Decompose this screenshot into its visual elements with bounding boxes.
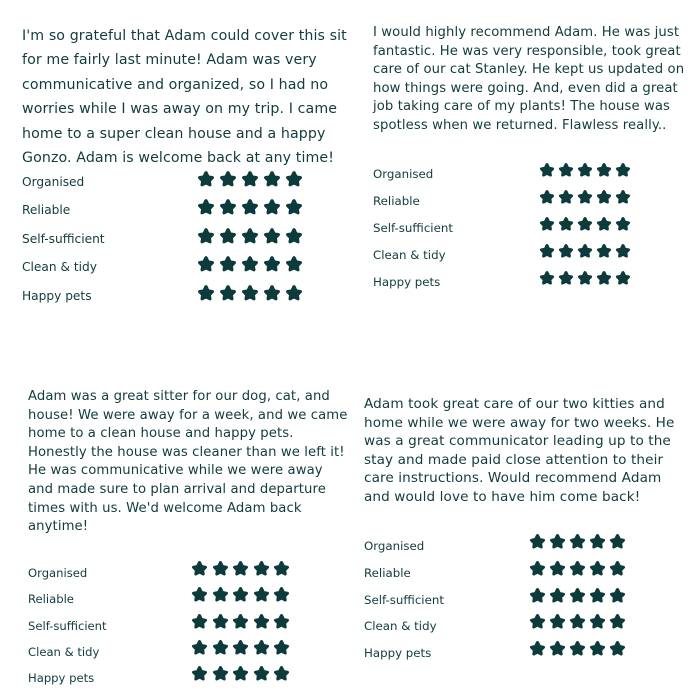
paw-star-icon [219,198,237,216]
paw-star-icon [577,270,593,286]
rating-list [364,538,694,672]
rating-row-self-sufficient [28,618,348,644]
star-rating [529,533,626,550]
rating-label: Clean & tidy [22,260,97,275]
paw-star-icon [589,587,606,604]
paw-star-icon [232,613,249,630]
star-rating [191,665,290,682]
paw-star-icon [615,243,631,259]
star-rating [197,255,303,273]
star-rating [539,216,631,232]
paw-star-icon [539,243,555,259]
paw-star-icon [219,170,237,188]
paw-star-icon [615,162,631,178]
paw-star-icon [549,640,566,657]
rating-label: Organised [364,539,425,553]
paw-star-icon [615,216,631,232]
review-card [28,388,348,686]
rating-label: Self-sufficient [364,592,444,607]
paw-star-icon [539,216,555,232]
rating-label: Self-sufficient [22,231,105,246]
paw-star-icon [577,243,593,259]
rating-label: Clean & tidy [373,248,446,262]
paw-star-icon [596,189,612,205]
review-text: Adam took great care of our two kitties and home while we were away for two weeks. He was a great communicator leading up to the stay and made paid close attention to their care instructions. Would recommend Adam and would love to have him come back! [364,396,675,505]
paw-star-icon [197,198,215,216]
paw-star-icon [285,284,303,302]
rating-label: Self-sufficient [373,221,453,235]
paw-star-icon [549,560,566,577]
rating-label: Reliable [28,592,74,607]
rating-list [22,174,352,316]
rating-row-organised [28,565,348,591]
paw-star-icon [285,198,303,216]
star-rating [539,243,631,259]
paw-star-icon [609,587,626,604]
paw-star-icon [253,665,270,682]
star-rating [191,560,290,577]
review-card [364,395,694,661]
paw-star-icon [569,640,586,657]
paw-star-icon [219,255,237,273]
rating-label: Happy pets [364,646,432,661]
rating-label: Clean & tidy [28,644,100,659]
paw-star-icon [191,639,208,656]
paw-star-icon [253,613,270,630]
paw-star-icon [263,255,281,273]
paw-star-icon [241,227,259,245]
paw-star-icon [615,270,631,286]
paw-star-icon [241,255,259,273]
paw-star-icon [596,243,612,259]
paw-star-icon [577,162,593,178]
star-rating [191,639,290,656]
rating-label: Self-sufficient [28,618,107,633]
paw-star-icon [191,665,208,682]
paw-star-icon [212,586,229,603]
review-text: Adam was a great sitter for our dog, cat, and house! We were away for a week, and we came home to a clean house and happy pets. Honestly the house was cleaner than we left it! He was communicative while we were away and made sure to plan arrival and departure times with us. We'd welcome Adam back anytime! [28,389,348,535]
rating-row-clean-tidy [28,644,348,670]
paw-star-icon [609,533,626,550]
paw-star-icon [197,170,215,188]
review-card [22,24,352,303]
rating-label: Happy pets [28,671,95,686]
rating-label: Organised [22,175,85,189]
paw-star-icon [241,198,259,216]
rating-label: Reliable [373,194,420,208]
paw-star-icon [549,587,566,604]
rating-row-reliable [373,193,695,220]
paw-star-icon [273,560,290,577]
paw-star-icon [232,639,249,656]
paw-star-icon [529,640,546,657]
paw-star-icon [219,284,237,302]
paw-star-icon [529,613,546,630]
rating-label: Organised [28,566,88,580]
star-rating [529,640,626,657]
review-card [373,24,695,289]
paw-star-icon [232,560,249,577]
paw-star-icon [263,227,281,245]
paw-star-icon [273,665,290,682]
star-rating [197,198,303,216]
paw-star-icon [253,560,270,577]
paw-star-icon [549,533,566,550]
paw-star-icon [549,613,566,630]
paw-star-icon [596,162,612,178]
paw-star-icon [569,587,586,604]
paw-star-icon [197,227,215,245]
paw-star-icon [609,613,626,630]
paw-star-icon [558,243,574,259]
paw-star-icon [273,639,290,656]
star-rating [529,613,626,630]
paw-star-icon [569,613,586,630]
rating-row-happy-pets [22,288,352,316]
paw-star-icon [273,586,290,603]
paw-star-icon [191,560,208,577]
paw-star-icon [197,284,215,302]
star-rating [191,586,290,603]
paw-star-icon [241,284,259,302]
star-rating [539,189,631,205]
rating-label: Clean & tidy [364,619,437,634]
rating-list [28,565,348,696]
paw-star-icon [589,560,606,577]
paw-star-icon [589,640,606,657]
star-rating [529,587,626,604]
paw-star-icon [241,170,259,188]
rating-row-self-sufficient [373,220,695,247]
paw-star-icon [569,533,586,550]
paw-star-icon [212,639,229,656]
paw-star-icon [253,586,270,603]
paw-star-icon [529,560,546,577]
review-text: I'm so grateful that Adam could cover this sit for me fairly last minute! Adam was very communicative and organized, so I had no worries while I was away on my trip. I came home to a super clean house and a happy Gonzo. Adam is welcome back at any time! [22,28,347,167]
paw-star-icon [615,189,631,205]
paw-star-icon [529,587,546,604]
paw-star-icon [263,198,281,216]
review-text: I would highly recommend Adam. He was just fantastic. He was very responsible, took great care of our cat Stanley. He kept us updated on how things were going. And, even did a great job taking care of my plants! The house was spotless when we returned. Flawless really.. [373,25,685,133]
paw-star-icon [529,533,546,550]
rating-row-reliable [28,591,348,617]
paw-star-icon [273,613,290,630]
paw-star-icon [197,255,215,273]
star-rating [191,613,290,630]
rating-row-clean-tidy [373,247,695,274]
paw-star-icon [285,227,303,245]
paw-star-icon [596,270,612,286]
paw-star-icon [609,560,626,577]
rating-list [373,166,695,301]
paw-star-icon [539,270,555,286]
paw-star-icon [539,162,555,178]
paw-star-icon [569,560,586,577]
paw-star-icon [577,216,593,232]
paw-star-icon [577,189,593,205]
paw-star-icon [558,216,574,232]
paw-star-icon [596,216,612,232]
paw-star-icon [253,639,270,656]
rating-row-organised [373,166,695,193]
paw-star-icon [232,665,249,682]
star-rating [197,227,303,245]
paw-star-icon [212,665,229,682]
rating-label: Organised [373,167,434,181]
paw-star-icon [232,586,249,603]
paw-star-icon [219,227,237,245]
paw-star-icon [589,613,606,630]
star-rating [539,270,631,286]
paw-star-icon [285,255,303,273]
paw-star-icon [539,189,555,205]
rating-row-happy-pets [373,274,695,301]
paw-star-icon [285,170,303,188]
paw-star-icon [589,533,606,550]
star-rating [197,170,303,188]
paw-star-icon [212,613,229,630]
paw-star-icon [609,640,626,657]
paw-star-icon [558,189,574,205]
paw-star-icon [558,270,574,286]
star-rating [539,162,631,178]
paw-star-icon [558,162,574,178]
paw-star-icon [191,586,208,603]
star-rating [529,560,626,577]
rating-label: Reliable [22,203,71,218]
rating-row-happy-pets [364,645,694,672]
rating-label: Happy pets [22,288,92,303]
rating-label: Reliable [364,565,411,580]
paw-star-icon [191,613,208,630]
rating-row-happy-pets [28,670,348,696]
rating-label: Happy pets [373,275,441,289]
star-rating [197,284,303,302]
paw-star-icon [263,284,281,302]
paw-star-icon [212,560,229,577]
paw-star-icon [263,170,281,188]
